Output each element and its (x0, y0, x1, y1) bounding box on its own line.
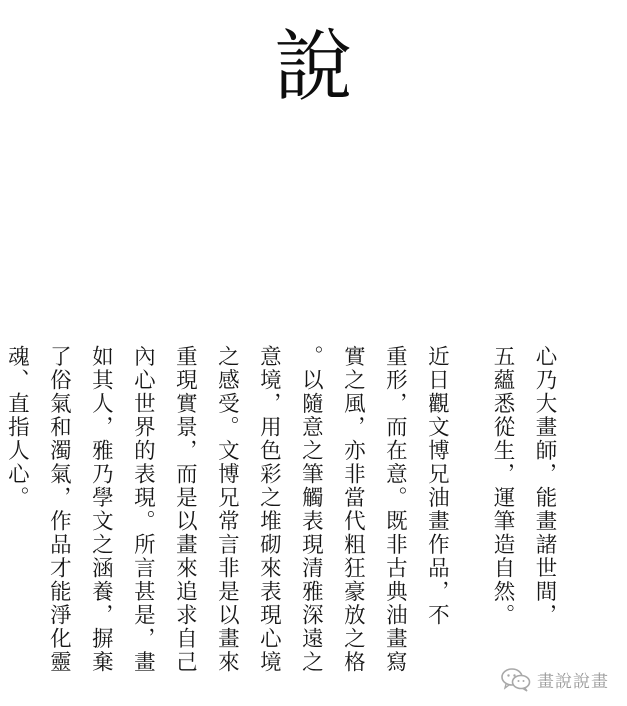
wechat-icon (501, 668, 531, 692)
text-line: 重形，而在意。既非古典油畫寫 (382, 345, 408, 674)
page-title: 說 (274, 22, 353, 112)
text-line: 魂、直指人心。 (4, 345, 30, 510)
text-line: 重現實景，而是以畫來追求自己 (172, 345, 198, 674)
text-line: 內心世界的表現。所言甚是，畫 (130, 345, 156, 674)
text-line: 。以隨意之筆觸表現清雅深遠之 (298, 345, 324, 674)
watermark (501, 667, 609, 692)
text-line: 心乃大畫師，能畫諸世間， (532, 345, 557, 627)
text-line: 之感受。文博兄常言非是以畫來 (214, 345, 240, 674)
text-line: 五蘊悉從生，運筆造自然。 (490, 345, 515, 627)
watermark-text: 畫說說畫 (537, 672, 609, 692)
article-body (0, 345, 565, 685)
text-line: 實之風，亦非當代粗狂豪放之格 (340, 345, 366, 674)
text-line: 近日觀文博兄油畫作品，不 (424, 345, 450, 627)
text-line: 了俗氣和濁氣，作品才能淨化靈 (46, 345, 72, 674)
text-line: 意境，用色彩之堆砌來表現心境 (256, 345, 282, 674)
text-line: 如其人，雅乃學文之涵養，摒棄 (88, 345, 114, 674)
